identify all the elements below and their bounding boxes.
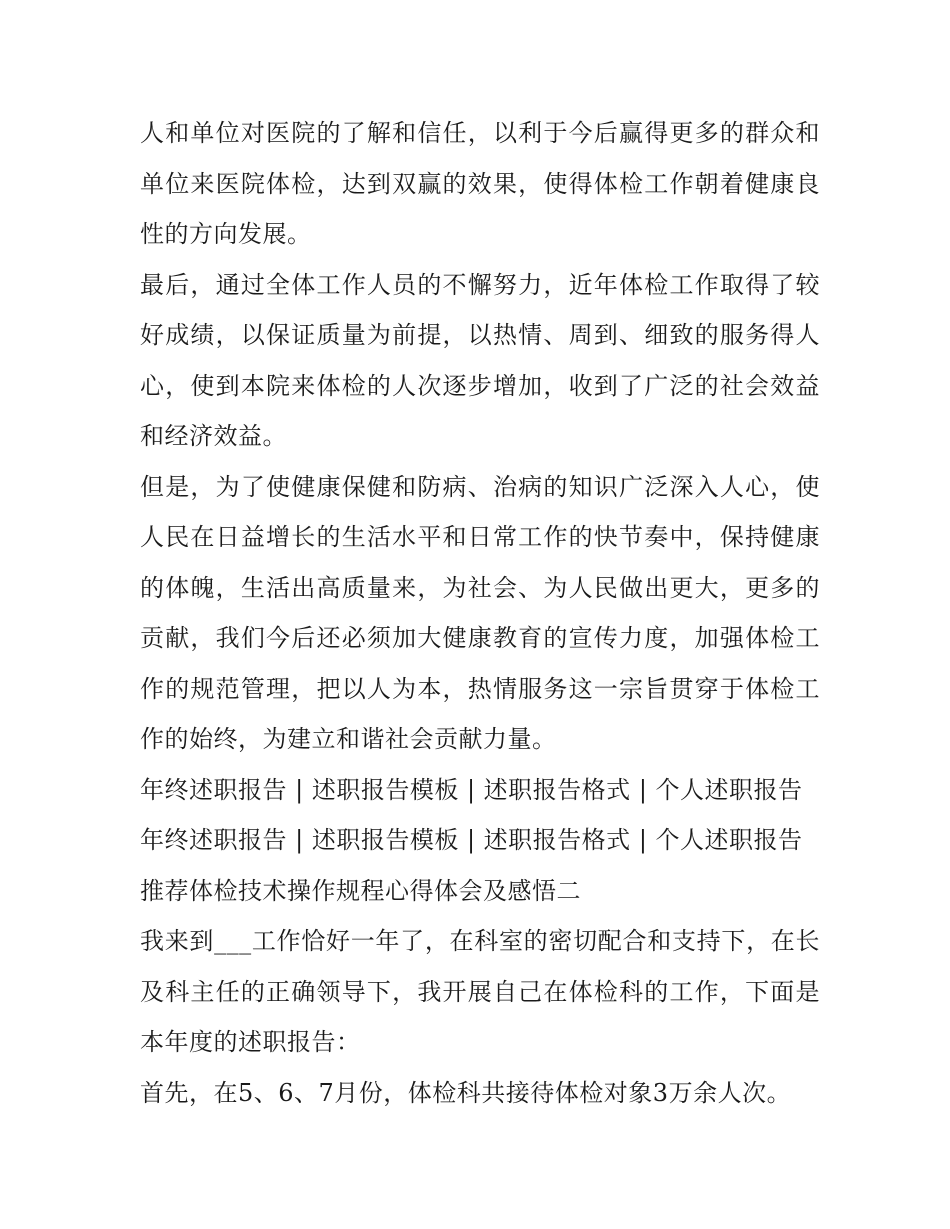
related-links-line-2: 年终述职报告 | 述职报告模板 | 述职报告格式 | 个人述职报告 bbox=[140, 826, 803, 854]
related-links-line-1: 年终述职报告 | 述职报告模板 | 述职报告格式 | 个人述职报告 bbox=[140, 775, 803, 804]
paragraph-first-statistics: 首先，在5、6、7月份，体检科共接待体检对象3万余人次。 bbox=[140, 1078, 792, 1107]
paragraph-understanding-trust: 人和单位对医院的了解和信任，以利于今后赢得更多的群众和单位来医院体检，达到双赢的效果，使得体检工作朝着健康良性的方向发展。 bbox=[140, 119, 820, 248]
paragraph-one-year-work: 我来到___工作恰好一年了，在科室的密切配合和支持下，在长及科主任的正确领导下，我开展自己在体检科的工作，下面是本年度的述职报告： bbox=[140, 927, 820, 1056]
paragraph-finally-results: 最后，通过全体工作人员的不懈努力，近年体检工作取得了较好成绩，以保证质量为前提，以热情、周到、细致的服务得人心，使到本院来体检的人次逐步增加，收到了广泛的社会效益和经济效益。 bbox=[140, 270, 820, 450]
document-page bbox=[140, 108, 820, 1118]
paragraph-however-health-education: 但是，为了使健康保健和防病、治病的知识广泛深入人心，使人民在日益增长的生活水平和日常工作的快节奏中，保持健康的体魄，生活出高质量来，为社会、为人民做出更大，更多的贡献，我们今后还必须加大健康教育的宣传力度，加强体检工作的规范管理，把以人为本，热情服务这一宗旨贯穿于体检工作的始终，为建立和谐社会贡献力量。 bbox=[140, 472, 820, 753]
section-heading: 推荐体检技术操作规程心得体会及感悟二 bbox=[140, 876, 581, 905]
